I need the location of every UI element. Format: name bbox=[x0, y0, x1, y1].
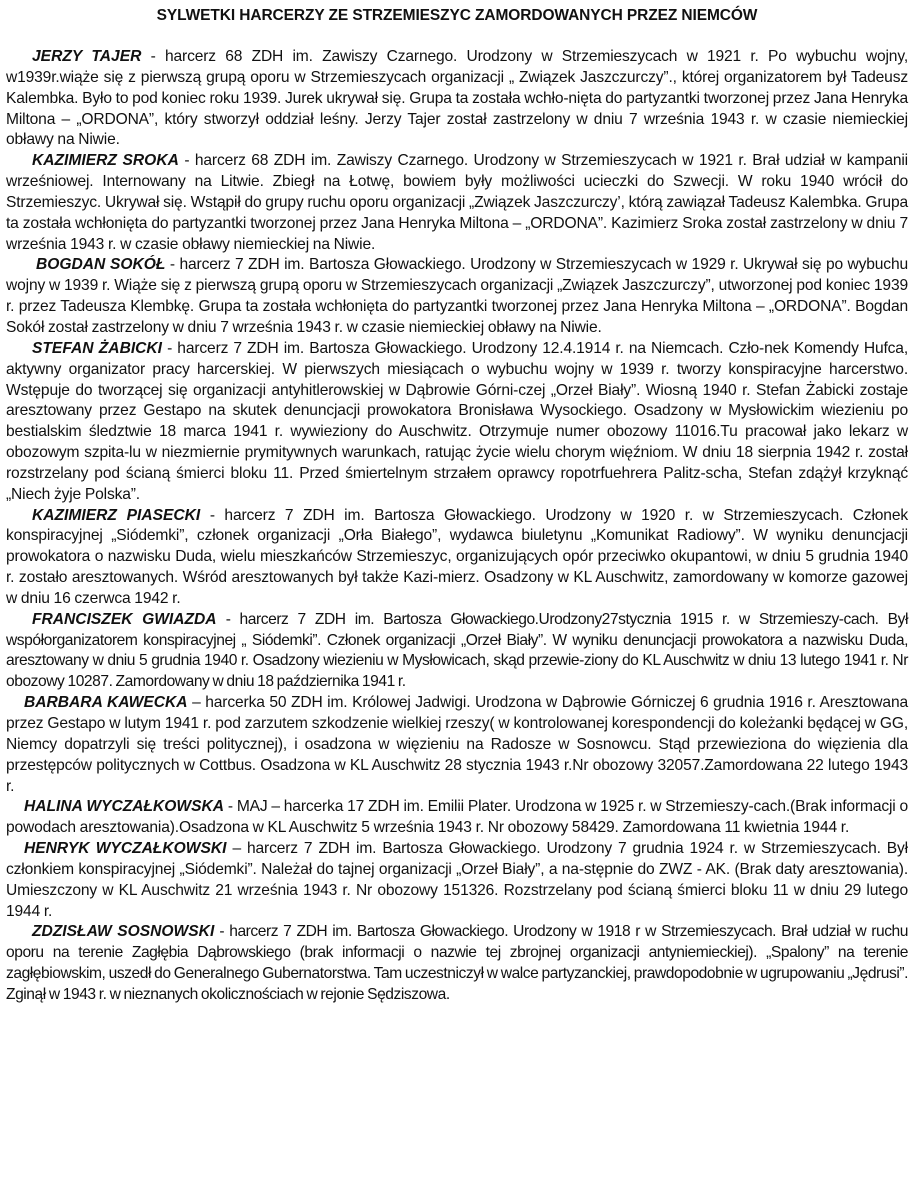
page-title: SYLWETKI HARCERZY ZE STRZEMIESZYC ZAMORDOWANYCH PRZEZ NIEMCÓW bbox=[156, 7, 758, 24]
biography-text: - harcerz 7 ZDH im. Bartosza Głowackiego. Urodzony w 1920 r. w Strzemieszycach. Członek konspiracyjnej „Siódemki”, członek organizacji „Orła Białego”, wydawca biuletynu „Komunikat Radiowy”. W wyniku denuncjacji prowokatora o nazwisku Duda, wielu mieszkańców Strzemieszyc, organizujących opór przeciwko okupantowi, w dniu 5 grudnia 1940 r. zostało aresztowanych. Wśród aresztowanych był także Kazi-mierz. Osadzony w KL Auschwitz, zamordowany w komorze gazowej w dniu 16 czerwca 1942 r. bbox=[6, 506, 908, 607]
biography-text: - MAJ – harcerka 17 ZDH im. Emilii Plater. Urodzona w 1925 r. w Strzemieszy-cach.(Brak informacji o powodach aresztowania).Osadzona w KL Auschwitz 5 września 1943 r. Nr obozowy 58429. Zamordowana 11 kwietnia 1944 r. bbox=[6, 798, 909, 837]
biography-entry bbox=[6, 255, 908, 338]
biography-text: - harcerz 7 ZDH im. Bartosza Głowackiego.Urodzony27stycznia 1915 r. w Strzemieszy-cach. Był współorganizatorem konspiracyjnej „ Siódemki”. Członek organizacji „Orzeł Biały”. W wyniku denuncjacji prowokatora a nazwisku Duda, aresztowany w dniu 5 grudnia 1940 r. Osadzony wiezieniu w Mysłowicach, skąd przewie-ziony do KL Auschwitz w dniu 13 lutego 1941 r. Nr obozowy 10287. Zamordowany w dniu 18 października 1941 r. bbox=[6, 610, 908, 691]
biography-text: - harcerz 68 ZDH im. Zawiszy Czarnego. Urodzony w Strzemieszycach w 1921 r. Po wybuchu wojny, w1939r.wiąże się z pierwszą grupą oporu w Strzemieszycach organizacji „ Związek Jaszczurczy”., której organizatorem był Tadeusz Kalembka. Było to pod koniec roku 1939. Jurek ukrywał się. Grupa ta została wchło-nięta do partyzantki tworzonej przez Jana Henryka Miltona – „ORDONA”, który stworzył oddział leśny. Jerzy Tajer został zastrzelony w dniu 7 września 1943 r. w czasie niemieckiej obławy na Niwie. bbox=[6, 48, 908, 149]
biography-entry bbox=[6, 922, 908, 1005]
biography-entry bbox=[6, 693, 908, 797]
biography-entry bbox=[6, 506, 908, 610]
person-name: BOGDAN SOKÓŁ bbox=[36, 256, 166, 274]
person-name: HALINA WYCZAŁKOWSKA bbox=[24, 798, 225, 816]
biography-entry bbox=[6, 610, 908, 693]
biography-text: - harcerz 7 ZDH im. Bartosza Głowackiego. Urodzony w Strzemieszycach w 1929 r. Ukrywał się po wybuchu wojny w 1939 r. Wiąże się z pierwszą grupą oporu w Strzemieszycach organizacji „Związek Jaszczurczy”, utworzonej pod koniec 1939 r. przez Tadeusza Klembkę. Grupa ta została wchłonięta do partyzantki tworzonej przez Jana Henryka Miltona – „ORDONA”. Bogdan Sokół został zastrzelony w dniu 7 września 1943 r. w czasie niemieckiej obławy na Niwie. bbox=[6, 256, 908, 336]
person-name: ZDZISŁAW SOSNOWSKI bbox=[32, 923, 215, 941]
biography-text: - harcerz 68 ZDH im. Zawiszy Czarnego. Urodzony w Strzemieszycach w 1921 r. Brał udział w kampanii wrześniowej. Internowany na Litwie. Zbiegł na Łotwę, bowiem były możliwości ucieczki do Szwecji. W roku 1940 wrócił do Strzemieszyc. Ukrywał się. Wstąpił do grupy ruchu oporu organizacji „Związek Jaszczurczy’, którą zawiązał Tadeusz Kalembka. Grupa ta została wchłonięta do partyzantki tworzonej przez Jana Henryka Miltona – „ORDONA”. Kazimierz Sroka został zastrzelony w dniu 7 września 1943 r. w czasie obławy niemieckiej na Niwie. bbox=[6, 152, 908, 253]
biography-entry bbox=[6, 839, 908, 922]
person-name: BARBARA KAWECKA bbox=[24, 694, 188, 712]
person-name: HENRYK WYCZAŁKOWSKI bbox=[24, 840, 227, 858]
biography-entry bbox=[6, 797, 908, 839]
biography-text: – harcerka 50 ZDH im. Królowej Jadwigi. Urodzona w Dąbrowie Górniczej 6 grudnia 1916 r. Aresztowana przez Gestapo w lutym 1941 r. pod zarzutem szkodzenie wielkiej rzeszy( w kontrolowanej korespondencji do koleżanki będącej w GG, Niemcy dopatrzyli się treści politycznej), i osadzona w więzieniu na Radosze w Sosnowcu. Stąd przewieziona do więzienia dla przestępców politycznych w Cottbus. Osadzona w KL Auschwitz 28 stycznia 1943 r.Nr obozowy 32057.Zamordowana 22 lutego 1943 r. bbox=[6, 694, 908, 795]
person-name: STEFAN ŻABICKI bbox=[32, 339, 163, 357]
person-name: FRANCISZEK GWIAZDA bbox=[32, 610, 217, 628]
person-name: KAZIMIERZ SROKA bbox=[32, 152, 179, 170]
biography-text: - harcerz 7 ZDH im. Bartosza Głowackiego. Urodzony w 1918 r w Strzemieszycach. Brał udział w ruchu oporu na terenie Zagłębia Dąbrowskiego (brak informacji o nazwie tej zbrojnej organizacji antyniemieckiej). „Spalony” na terenie zagłębiowskim, uszedł do Generalnego Gubernatorstwa. Tam uczestniczył w walce partyzanckiej, prawdopodobnie w ugrupowaniu „Jędrusi”. Zginął w 1943 r. w nieznanych okolicznościach w rejonie Sędziszowa. bbox=[6, 923, 908, 1003]
biography-entry bbox=[6, 339, 908, 506]
biography-entry bbox=[6, 151, 908, 255]
document-page bbox=[6, 6, 908, 1006]
person-name: JERZY TAJER bbox=[32, 48, 142, 65]
biography-text: – harcerz 7 ZDH im. Bartosza Głowackiego. Urodzony 7 grudnia 1924 r. w Strzemieszycach. Był członkiem konspiracyjnej „Siódemki”. Należał do tajnej organizacji „Orzeł Biały”, a na-stępnie do ZWZ - AK. (Brak daty aresztowania). Umieszczony w KL Auschwitz 21 września 1943 r. Nr obozowy 151326. Rozstrzelany pod ścianą śmierci bloku 11 w dniu 29 lutego 1944 r. bbox=[6, 840, 908, 920]
biography-text: - harcerz 7 ZDH im. Bartosza Głowackiego. Urodzony 12.4.1914 r. na Niemcach. Czło-nek Komendy Hufca, aktywny organizator pracy harcerskiej. W pierwszych miesiącach o wybuchu wojny w 1939 r. tworzy konspiracyjne harcerstwo. Wstępuje do tworzącej się organizacji antyhitlerowskiej w Dąbrowie Górni-czej „Orzeł Biały”. Wiosną 1940 r. Stefan Żabicki zostaje aresztowany przez Gestapo na skutek denuncjacji prowokatora Bronisława Wysockiego. Osadzony w Mysłowickim wiezieniu po bestialskim śledztwie 18 marca 1941 r. wywieziony do Auschwitz. Otrzymuje numer obozowy 11016.Tu pracował jako lekarz w obozowym szpita-lu w niezmiernie prymitywnych warunkach, ratując życie wielu chorym więźniom. W dniu 18 sierpnia 1942 r. został rozstrzelany pod ścianą śmierci bloku 11. Przed śmiertelnym strzałem oprawcy ropotrfuehrera Palitz-scha, Stefan zdążył krzyknąć „Niech żyje Polska”. bbox=[6, 339, 909, 503]
person-name: KAZIMIERZ PIASECKI bbox=[32, 506, 201, 524]
biography-entry bbox=[6, 47, 908, 151]
